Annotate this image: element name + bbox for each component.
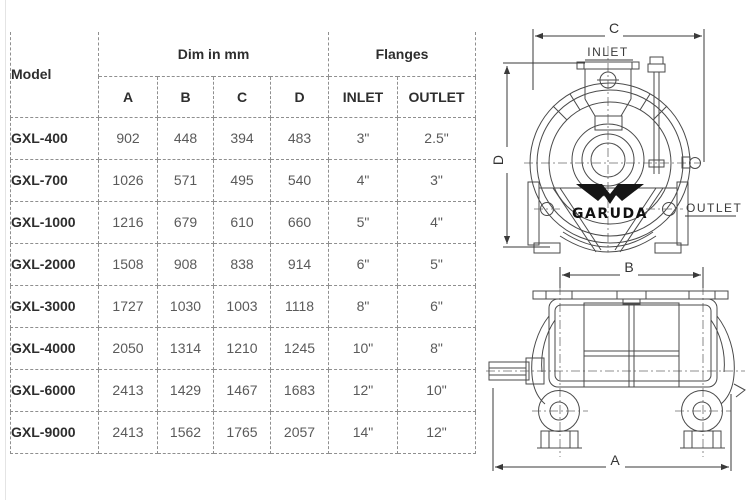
value-cell: 838 <box>214 243 271 285</box>
value-cell: 1216 <box>99 201 158 243</box>
col-header-b: B <box>158 76 214 117</box>
dim-group-header: Dim in mm <box>99 32 329 76</box>
value-cell: 448 <box>158 117 214 159</box>
outlet-label: OUTLET <box>686 201 743 215</box>
model-cell: GXL-4000 <box>11 327 99 369</box>
value-cell: 1210 <box>214 327 271 369</box>
value-cell: 8" <box>329 285 398 327</box>
value-cell: 1467 <box>214 369 271 411</box>
value-cell: 1727 <box>99 285 158 327</box>
garuda-logo-text: GARUDA <box>572 206 648 222</box>
value-cell: 6" <box>398 285 476 327</box>
value-cell: 10" <box>329 327 398 369</box>
garuda-logo <box>572 184 648 222</box>
value-cell: 571 <box>158 159 214 201</box>
front-view <box>490 20 742 253</box>
value-cell: 14" <box>329 411 398 453</box>
model-cell: GXL-2000 <box>11 243 99 285</box>
value-cell: 2.5" <box>398 117 476 159</box>
dimension-b-label: B <box>624 259 634 275</box>
model-column-header: Model <box>11 32 99 117</box>
model-cell: GXL-1000 <box>11 201 99 243</box>
value-cell: 3" <box>398 159 476 201</box>
col-header-c: C <box>214 76 271 117</box>
value-cell: 483 <box>271 117 329 159</box>
col-header-inlet: INLET <box>329 76 398 117</box>
side-view <box>486 259 745 472</box>
value-cell: 3" <box>329 117 398 159</box>
model-cell: GXL-3000 <box>11 285 99 327</box>
value-cell: 679 <box>158 201 214 243</box>
value-cell: 495 <box>214 159 271 201</box>
value-cell: 1314 <box>158 327 214 369</box>
value-cell: 8" <box>398 327 476 369</box>
value-cell: 2050 <box>99 327 158 369</box>
value-cell: 540 <box>271 159 329 201</box>
value-cell: 1118 <box>271 285 329 327</box>
value-cell: 4" <box>398 201 476 243</box>
value-cell: 1508 <box>99 243 158 285</box>
value-cell: 4" <box>329 159 398 201</box>
value-cell: 610 <box>214 201 271 243</box>
dimension-b <box>560 259 703 288</box>
value-cell: 394 <box>214 117 271 159</box>
dimension-a-label: A <box>610 452 620 468</box>
col-header-d: D <box>271 76 329 117</box>
model-cell: GXL-700 <box>11 159 99 201</box>
value-cell: 1765 <box>214 411 271 453</box>
value-cell: 2413 <box>99 369 158 411</box>
model-cell: GXL-9000 <box>11 411 99 453</box>
value-cell: 2057 <box>271 411 329 453</box>
value-cell: 6" <box>329 243 398 285</box>
value-cell: 908 <box>158 243 214 285</box>
value-cell: 10" <box>398 369 476 411</box>
value-cell: 902 <box>99 117 158 159</box>
value-cell: 1245 <box>271 327 329 369</box>
value-cell: 1026 <box>99 159 158 201</box>
col-header-outlet: OUTLET <box>398 76 476 117</box>
value-cell: 2413 <box>99 411 158 453</box>
value-cell: 12" <box>329 369 398 411</box>
inlet-label: INLET <box>587 45 629 59</box>
value-cell: 914 <box>271 243 329 285</box>
flanges-group-header: Flanges <box>329 32 476 76</box>
value-cell: 1429 <box>158 369 214 411</box>
value-cell: 1562 <box>158 411 214 453</box>
value-cell: 12" <box>398 411 476 453</box>
value-cell: 5" <box>398 243 476 285</box>
model-cell: GXL-6000 <box>11 369 99 411</box>
model-cell: GXL-400 <box>11 117 99 159</box>
value-cell: 1003 <box>214 285 271 327</box>
dimension-c-label: C <box>608 20 620 36</box>
value-cell: 1030 <box>158 285 214 327</box>
value-cell: 5" <box>329 201 398 243</box>
value-cell: 1683 <box>271 369 329 411</box>
value-cell: 660 <box>271 201 329 243</box>
col-header-a: A <box>99 76 158 117</box>
dimension-d-label: D <box>490 154 506 166</box>
